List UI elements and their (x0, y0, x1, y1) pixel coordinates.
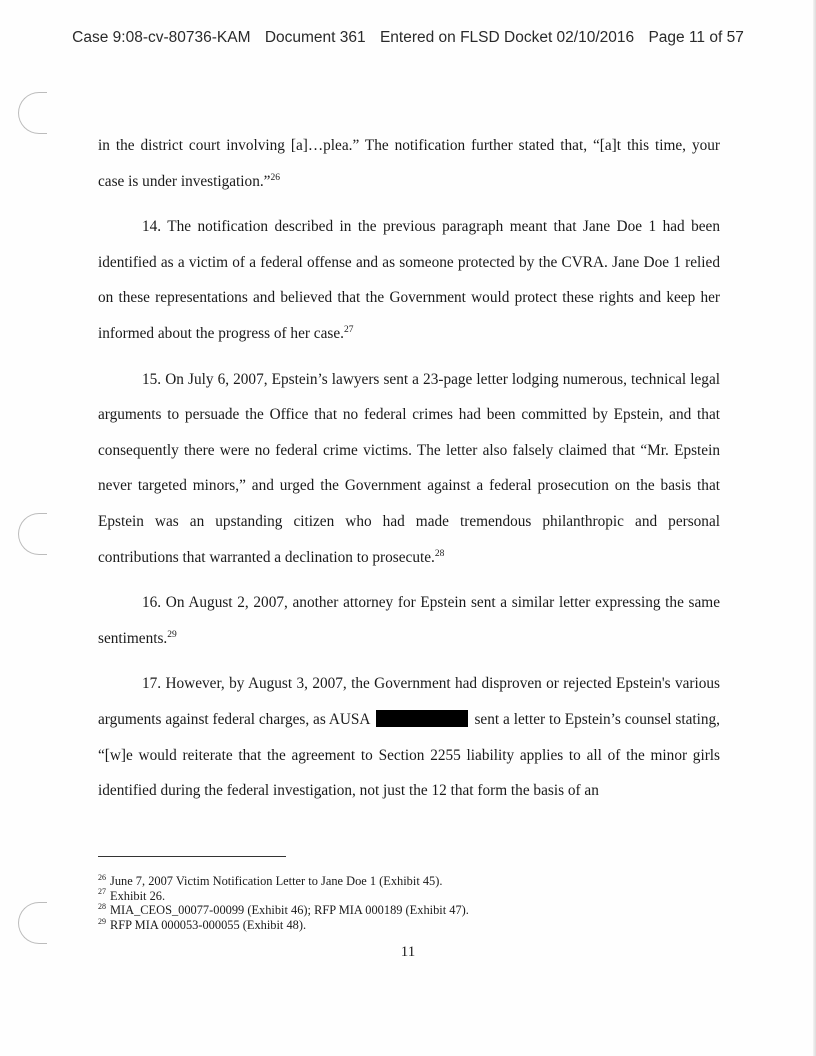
punch-hole-mark (18, 902, 47, 944)
punch-hole-mark (18, 513, 47, 555)
footnote-ref: 26 (270, 172, 280, 183)
footnote-divider (98, 856, 286, 857)
header-docket-entry: Entered on FLSD Docket 02/10/2016 (379, 29, 635, 46)
punch-hole-mark (18, 92, 47, 134)
redaction-box (376, 710, 468, 727)
footnote: $^{26}$ June 7, 2007 Victim Notification Letter to Jane Doe 1 (Exhibit 45). (98, 872, 443, 888)
page-number: 11 (400, 944, 416, 960)
footnote: $^{27}$ Exhibit 26. (98, 887, 166, 903)
paragraph-17: 17. However, by August 3, 2007, the Government had disproven or rejected Epstein's various arguments against federal charges, as AUSA sent a letter to Epstein’s counsel stating, “[w]e would reiterate that the agreement to Section 2255 liability applies to all of the minor girls identified during the federal investigation, not just the 12 that form the basis of an (98, 675, 720, 800)
header-page-count: Page 11 of 57 (648, 29, 744, 46)
paragraph-14: 14. The notification described in the previous paragraph meant that Jane Doe 1 had been identified as a victim of a federal offense and as someone protected by the CVRA. Jane Doe 1 relied on these representations and believed that the Government would protect these rights and keep her informed about the progress of her case.$^{27}$ (98, 218, 720, 342)
body-text (98, 128, 720, 819)
header-document-number: Document 361 (264, 29, 366, 46)
footnote-ref: 27 (343, 324, 354, 335)
paragraph-continuation: in the district court involving [a]…plea.” The notification further stated that, “[a]t this time, your case is under investigation.”$^{26}$ (98, 137, 720, 190)
paragraph-15: 15. On July 6, 2007, Epstein’s lawyers sent a 23-page letter lodging numerous, technical legal arguments to persuade the Office that no federal crimes had been committed by Epstein, and that consequently there were no federal crime victims. The letter also falsely claimed that “Mr. Epstein never targeted minors,” and urged the Government against a federal prosecution on the basis that Epstein was an upstanding citizen who had made tremendous philanthropic and personal contributions that warranted a declination to prosecute.$^{28}$ (98, 370, 720, 566)
footnote-ref: 29 (167, 629, 177, 640)
footnote: $^{28}$ MIA_CEOS_00077-00099 (Exhibit 46); RFP MIA 000189 (Exhibit 47). (98, 902, 469, 918)
court-header (0, 29, 816, 47)
header-case-number: Case 9:08-cv-80736-KAM (72, 29, 251, 46)
footnotes (98, 874, 718, 932)
footnote: $^{29}$ RFP MIA 000053-000055 (Exhibit 48). (98, 916, 307, 932)
footnote-ref: 28 (434, 548, 445, 559)
paragraph-16: 16. On August 2, 2007, another attorney for Epstein sent a similar letter expressing the same sentiments.$^{29}$ (98, 594, 720, 647)
